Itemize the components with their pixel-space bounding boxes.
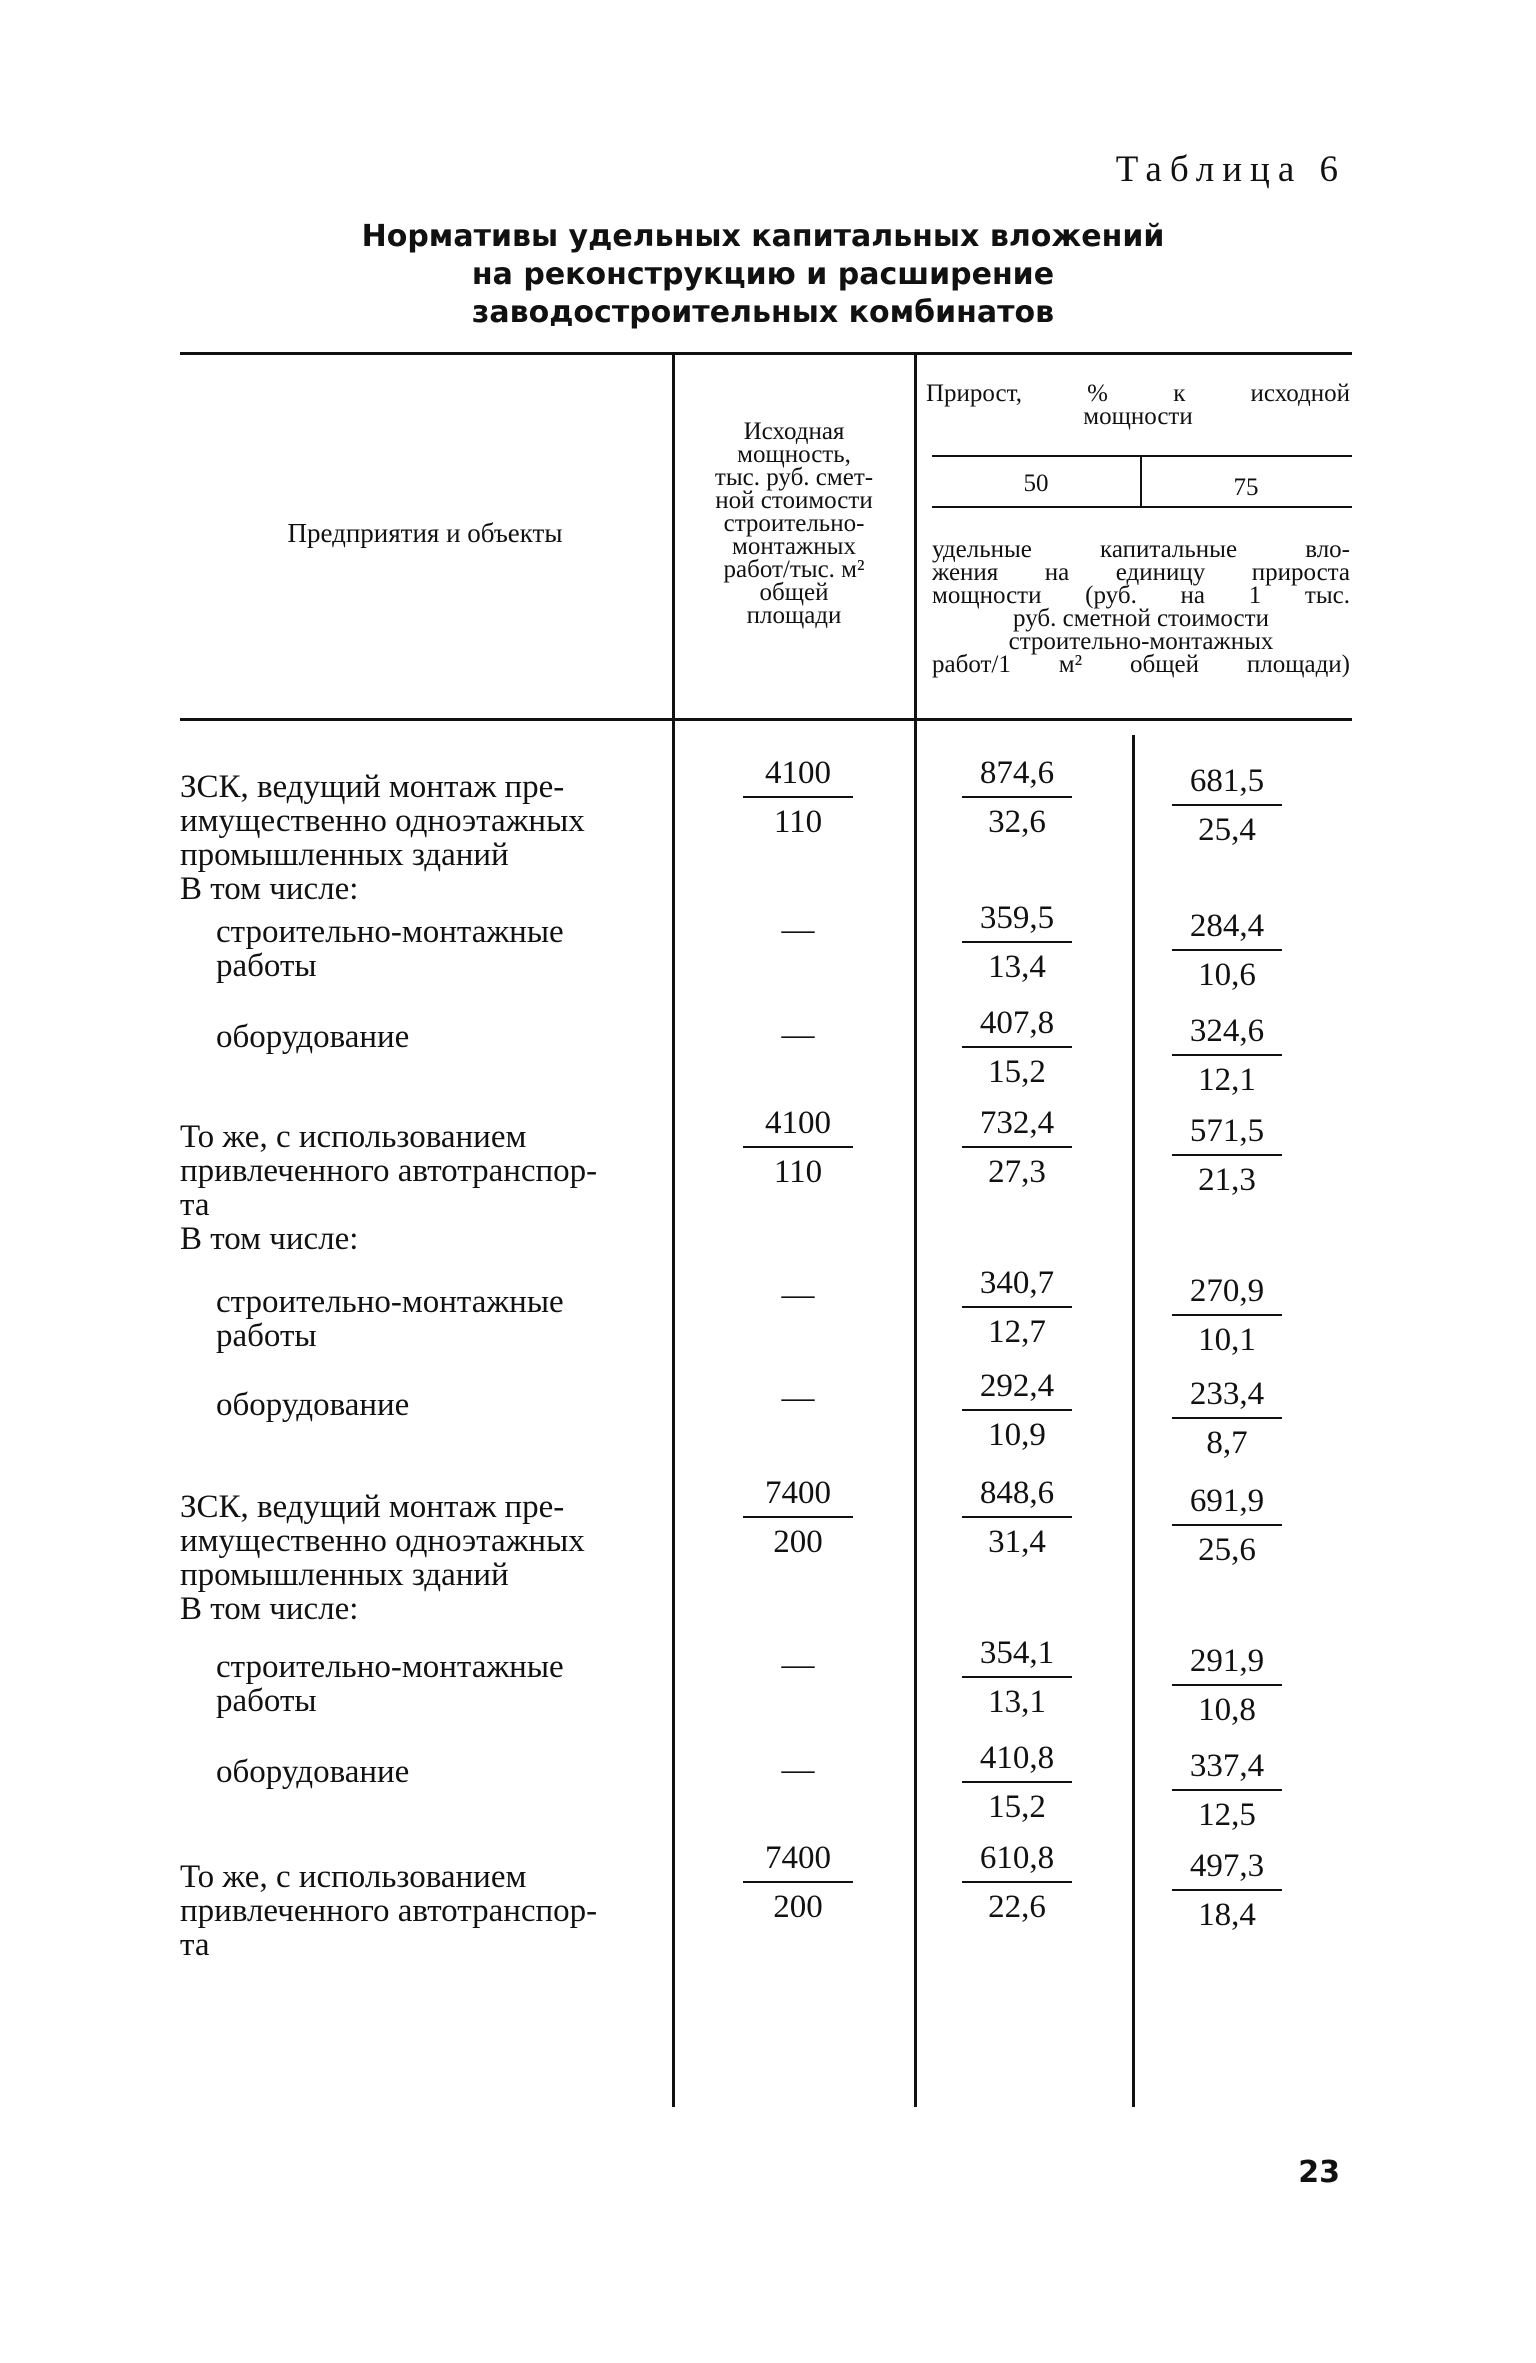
fraction-denominator: 18,4 (1198, 1897, 1256, 1933)
row-label-line: строительно-монтажные (216, 1649, 564, 1685)
fraction-denominator: 8,7 (1206, 1425, 1248, 1461)
fraction-numerator: 610,8 (979, 1840, 1055, 1876)
growth-75-value (1172, 1013, 1282, 1099)
row-label-line: То же, с использованием (180, 1119, 527, 1155)
fraction-bar (962, 1409, 1072, 1411)
fraction-bar (1172, 1314, 1282, 1316)
page-number: 23 (1298, 2155, 1340, 2190)
fraction-numerator: 410,8 (979, 1740, 1055, 1776)
fraction-bar (962, 941, 1072, 943)
fraction-numerator: 4100 (765, 1105, 831, 1141)
row-label-line: имущественно одноэтажных (180, 1523, 585, 1559)
row-label (216, 1755, 656, 1789)
growth-75-value (1172, 1748, 1282, 1834)
fraction-numerator: 7400 (765, 1475, 831, 1511)
fraction-numerator: 732,4 (979, 1105, 1055, 1141)
header-col-base: Исходная мощность, тыс. руб. смет- ной стоимости строительно- монтажных работ/тыс. м² общей площади (714, 418, 874, 629)
growth-50-value (962, 1005, 1072, 1091)
title-line: Нормативы удельных капитальных вложений (361, 219, 1165, 254)
fraction-numerator: 848,6 (979, 1475, 1055, 1511)
growth-50-value (962, 1635, 1072, 1721)
fraction-bar (962, 1676, 1072, 1678)
base-capacity-dash: — (781, 912, 815, 948)
base-capacity-value (743, 755, 853, 841)
fraction-bar (743, 796, 853, 798)
fraction-denominator: 12,1 (1198, 1062, 1256, 1098)
header-growth-unit: удельные капитальные вло- жения на единицу прироста мощности (руб. на 1 тыс. руб. сметной стоимости строительно-монтажных работ/1 м² общей площади) (932, 536, 1350, 678)
fraction-numerator: 337,4 (1189, 1748, 1265, 1784)
fraction-denominator: 10,1 (1198, 1322, 1256, 1358)
fraction-denominator: 10,8 (1198, 1692, 1256, 1728)
row-label (180, 1120, 660, 1256)
fraction-numerator: 4100 (765, 755, 831, 791)
row-label-line: В том числе: (180, 1221, 359, 1257)
fraction-bar (743, 1881, 853, 1883)
table-title (0, 218, 1531, 332)
fraction-denominator: 10,6 (1198, 957, 1256, 993)
fraction-numerator: 284,4 (1189, 908, 1265, 944)
fraction-denominator: 15,2 (988, 1054, 1046, 1090)
fraction-denominator: 21,3 (1198, 1162, 1256, 1198)
row-label-line: имущественно одноэтажных (180, 803, 585, 839)
fraction-bar (1172, 1789, 1282, 1791)
growth-50-value (962, 1740, 1072, 1826)
fraction-numerator: 691,9 (1189, 1483, 1265, 1519)
growth-50-value (962, 1105, 1072, 1191)
fraction-denominator: 200 (773, 1524, 823, 1560)
growth-50-value (962, 1368, 1072, 1454)
row-label (216, 1285, 656, 1353)
row-label-line: оборудование (216, 1019, 410, 1055)
base-capacity-value (743, 1105, 853, 1191)
row-label-line: та (180, 1927, 210, 1963)
fraction-bar (743, 1516, 853, 1518)
growth-75-value (1172, 1273, 1282, 1359)
fraction-numerator: 571,5 (1189, 1113, 1265, 1149)
fraction-denominator: 22,6 (988, 1889, 1046, 1925)
base-capacity-dash: — (781, 1277, 815, 1313)
row-label (216, 915, 656, 983)
row-label-line: промышленных зданий (180, 1557, 509, 1593)
base-capacity-dash: — (781, 1017, 815, 1053)
fraction-denominator: 15,2 (988, 1789, 1046, 1825)
fraction-numerator: 233,4 (1189, 1376, 1265, 1412)
subheader-rule-top (932, 455, 1352, 457)
growth-75-value (1172, 1848, 1282, 1934)
growth-75-value (1172, 908, 1282, 994)
fraction-bar (1172, 949, 1282, 951)
fraction-denominator: 12,7 (988, 1314, 1046, 1350)
fraction-denominator: 27,3 (988, 1154, 1046, 1190)
row-label (216, 1388, 656, 1422)
fraction-denominator: 200 (773, 1889, 823, 1925)
fraction-numerator: 324,6 (1189, 1013, 1265, 1049)
growth-50-value (962, 755, 1072, 841)
base-capacity-dash: — (781, 1752, 815, 1788)
growth-75-value (1172, 1376, 1282, 1462)
row-label-line: привлеченного автотранспор- (180, 1153, 598, 1189)
table-header-bottom-rule (180, 718, 1352, 721)
header-growth-75: 75 (1233, 474, 1259, 501)
row-label-line: строительно-монтажные (216, 914, 564, 950)
growth-75-value (1172, 1113, 1282, 1199)
row-label-line: ЗСК, ведущий монтаж пре- (180, 1489, 565, 1525)
header-growth-50: 50 (1023, 470, 1049, 497)
fraction-numerator: 7400 (765, 1840, 831, 1876)
fraction-denominator: 10,9 (988, 1417, 1046, 1453)
growth-50-value (962, 900, 1072, 986)
fraction-denominator: 110 (773, 804, 823, 840)
fraction-bar (1172, 1054, 1282, 1056)
row-label-line: оборудование (216, 1387, 410, 1423)
fraction-bar (1172, 1524, 1282, 1526)
fraction-bar (743, 1146, 853, 1148)
fraction-numerator: 354,1 (979, 1635, 1055, 1671)
table-top-rule (180, 352, 1352, 355)
fraction-numerator: 291,9 (1189, 1643, 1265, 1679)
col-divider-1 (672, 352, 675, 2107)
table-caption: Таблица 6 (1115, 149, 1346, 190)
row-label-line: оборудование (216, 1754, 410, 1790)
row-label-line: В том числе: (180, 1591, 359, 1627)
fraction-numerator: 407,8 (979, 1005, 1055, 1041)
title-line: заводостроительных комбинатов (471, 295, 1055, 330)
row-label-line: строительно-монтажные (216, 1284, 564, 1320)
growth-50-value (962, 1475, 1072, 1561)
col-divider-3 (1132, 735, 1135, 2107)
base-capacity-value (743, 1840, 853, 1926)
fraction-bar (962, 1146, 1072, 1148)
growth-50-value (962, 1265, 1072, 1351)
fraction-bar (962, 1306, 1072, 1308)
header-col-objects: Предприятия и объекты (287, 518, 563, 548)
fraction-numerator: 359,5 (979, 900, 1055, 936)
header-col-growth: Прирост, % к исходной мощности (926, 380, 1350, 430)
row-label (180, 1860, 660, 1962)
row-label-line: ЗСК, ведущий монтаж пре- (180, 769, 565, 805)
fraction-bar (962, 796, 1072, 798)
fraction-bar (1172, 804, 1282, 806)
fraction-numerator: 874,6 (979, 755, 1055, 791)
base-capacity-dash: — (781, 1647, 815, 1683)
growth-75-value (1172, 1483, 1282, 1569)
row-label-line: работы (216, 1318, 317, 1354)
row-label (216, 1650, 656, 1718)
subheader-rule-bottom (932, 506, 1352, 508)
fraction-bar (1172, 1154, 1282, 1156)
fraction-bar (1172, 1417, 1282, 1419)
fraction-denominator: 31,4 (988, 1524, 1046, 1560)
fraction-denominator: 25,6 (1198, 1532, 1256, 1568)
row-label-line: работы (216, 1683, 317, 1719)
fraction-denominator: 25,4 (1198, 812, 1256, 848)
fraction-bar (1172, 1684, 1282, 1686)
fraction-bar (962, 1781, 1072, 1783)
row-label-line: В том числе: (180, 871, 359, 907)
fraction-denominator: 110 (773, 1154, 823, 1190)
fraction-numerator: 292,4 (979, 1368, 1055, 1404)
row-label-line: привлеченного автотранспор- (180, 1893, 598, 1929)
fraction-numerator: 681,5 (1189, 763, 1265, 799)
growth-75-value (1172, 1643, 1282, 1729)
fraction-denominator: 12,5 (1198, 1797, 1256, 1833)
base-capacity-dash: — (781, 1380, 815, 1416)
col-divider-2 (914, 352, 917, 2107)
fraction-bar (962, 1046, 1072, 1048)
growth-50-value (962, 1840, 1072, 1926)
row-label-line: работы (216, 948, 317, 984)
fraction-numerator: 340,7 (979, 1265, 1055, 1301)
fraction-bar (962, 1516, 1072, 1518)
fraction-numerator: 497,3 (1189, 1848, 1265, 1884)
fraction-denominator: 13,1 (988, 1684, 1046, 1720)
fraction-bar (962, 1881, 1072, 1883)
fraction-denominator: 13,4 (988, 949, 1046, 985)
fraction-numerator: 270,9 (1189, 1273, 1265, 1309)
base-capacity-value (743, 1475, 853, 1561)
row-label (180, 770, 660, 906)
growth-75-value (1172, 763, 1282, 849)
fraction-denominator: 32,6 (988, 804, 1046, 840)
row-label-line: промышленных зданий (180, 837, 509, 873)
row-label-line: То же, с использованием (180, 1859, 527, 1895)
row-label (216, 1020, 656, 1054)
row-label (180, 1490, 660, 1626)
title-line: на реконструкцию и расширение (471, 257, 1055, 292)
row-label-line: та (180, 1187, 210, 1223)
fraction-bar (1172, 1889, 1282, 1891)
